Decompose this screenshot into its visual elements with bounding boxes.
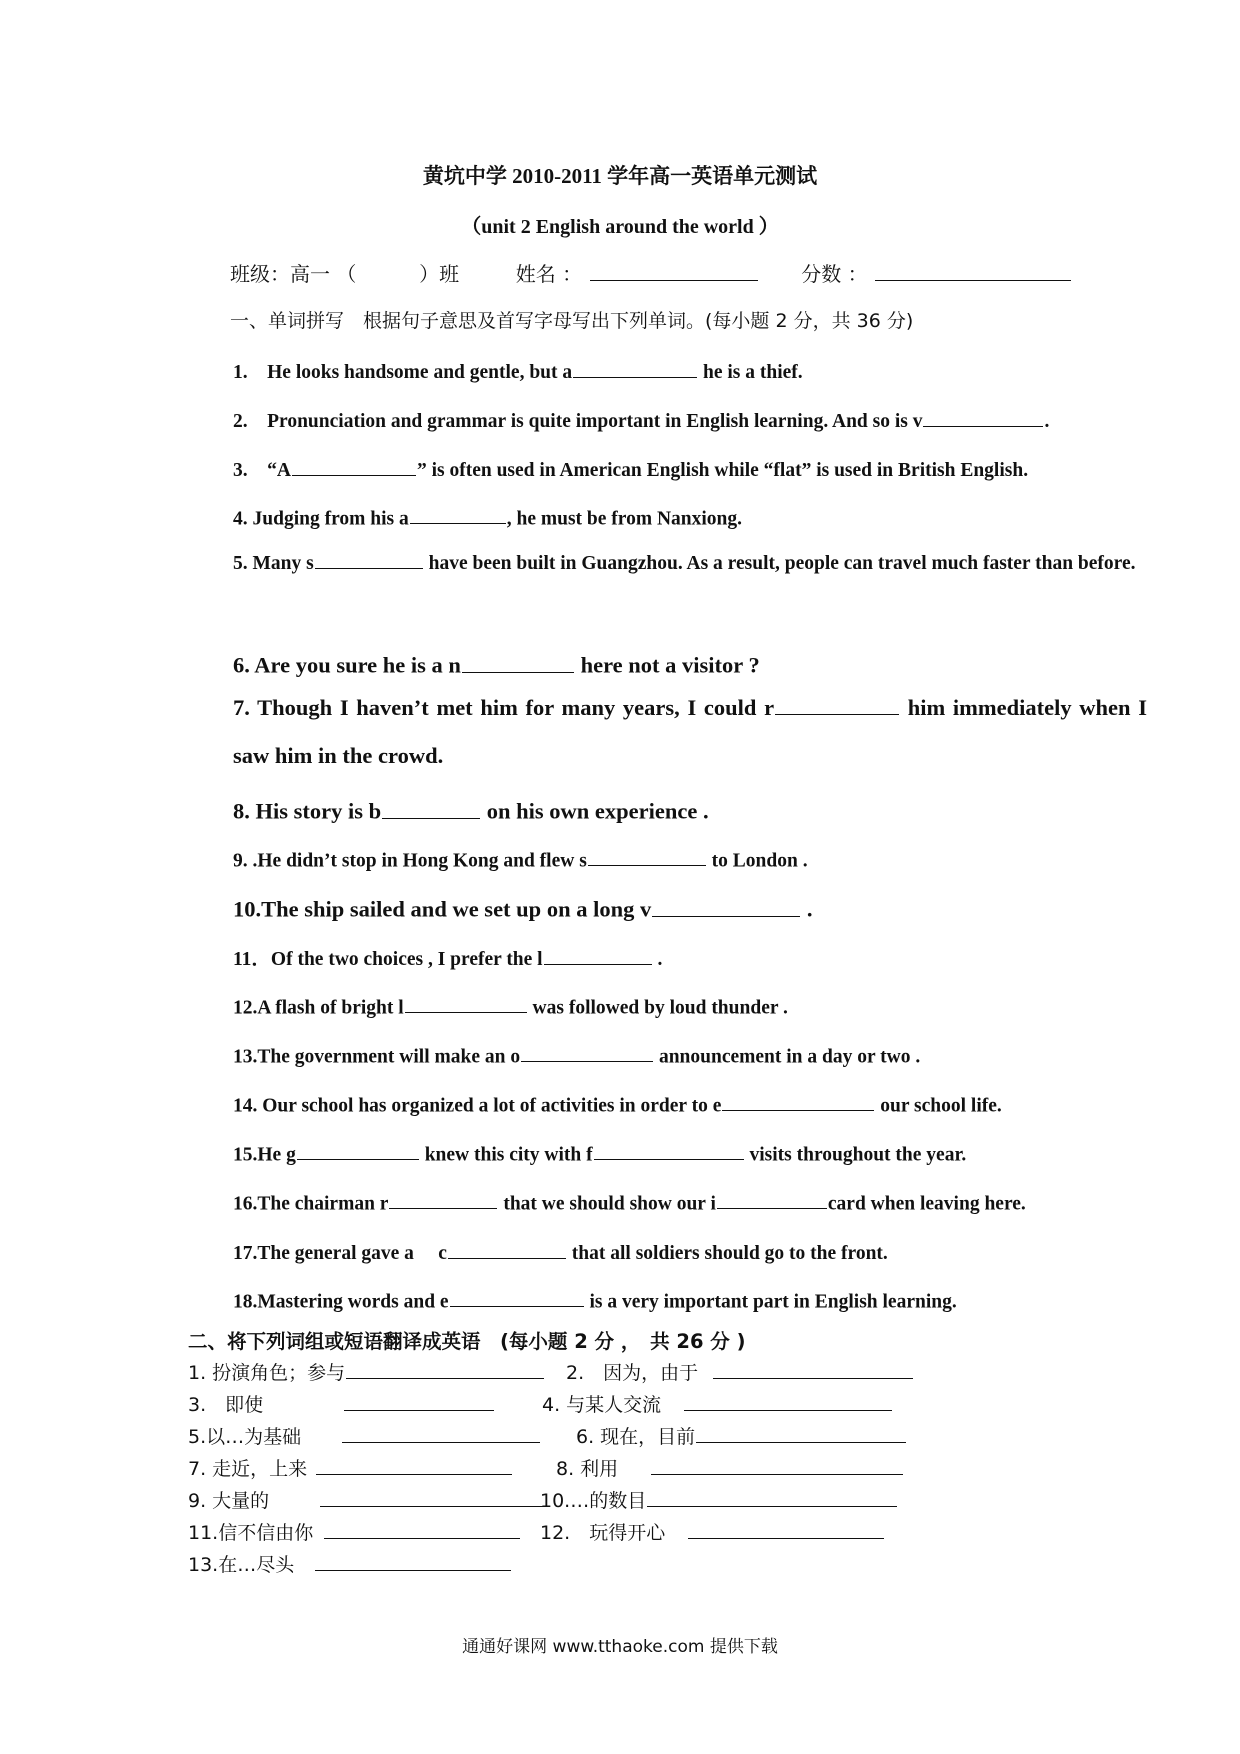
q18-answer-blank[interactable]: [450, 1286, 584, 1307]
question-14: [233, 1090, 1002, 1117]
question-2: [233, 405, 1049, 433]
q15-text-b: knew this city with f: [419, 1144, 593, 1166]
exam-subtitle: （unit 2 English around the world ）: [461, 216, 779, 238]
q13-text-b: announcement in a day or two .: [654, 1046, 921, 1068]
q6-text-a: 6. Are you sure he is a n: [233, 652, 461, 678]
exam-title: 黄坑中学 2010-2011 学年高一英语单元测试: [422, 164, 818, 188]
translate-item-6: [576, 1422, 907, 1449]
q5-text-b: have been built in Guangzhou. As a result, people can travel much faster than before.: [423, 553, 1136, 574]
translate-item-9-label: 9. 大量的: [188, 1490, 270, 1512]
footer-credit: 通通好课网 www.tthaoke.com 提供下载: [462, 1637, 778, 1657]
translate-item-13: [188, 1550, 512, 1577]
q4-text-a: 4. Judging from his a: [233, 508, 409, 530]
translate-item-10-blank[interactable]: [647, 1486, 897, 1507]
class-suffix: ）班: [419, 262, 460, 286]
q17-text-b: that all soldiers should go to the front.: [566, 1243, 888, 1264]
q7-answer-blank[interactable]: [775, 690, 899, 715]
translate-item-7-blank[interactable]: [316, 1454, 512, 1475]
question-13: [233, 1041, 920, 1068]
translate-item-8: [556, 1454, 904, 1481]
section2-heading: 二、将下列词组或短语翻译成英语 (每小题 2 分 ， 共 26 分 ): [188, 1330, 746, 1353]
q15-answer-blank-2[interactable]: [594, 1139, 744, 1160]
question-12: [233, 992, 788, 1019]
translate-item-9-blank[interactable]: [320, 1486, 550, 1507]
q8-text-a: 8. His story is b: [233, 798, 382, 824]
translate-item-13-blank[interactable]: [315, 1550, 511, 1571]
q15-answer-blank-1[interactable]: [297, 1139, 419, 1160]
question-9: [233, 845, 808, 872]
question-3: [233, 454, 1028, 482]
q9-text-a: 9. .He didn’t stop in Hong Kong and flew s: [233, 850, 587, 872]
q6-text-b: here not a visitor ?: [574, 652, 760, 678]
q3-text-a: 3. “A: [233, 460, 291, 481]
q5-answer-blank[interactable]: [315, 548, 423, 569]
q5-text-a: 5. Many s: [233, 553, 314, 574]
q12-text-b: was followed by loud thunder .: [527, 997, 788, 1019]
translate-item-12-label: 12. 玩得开心: [540, 1522, 666, 1544]
question-11: [233, 943, 662, 971]
q12-answer-blank[interactable]: [405, 992, 527, 1013]
q15-text-c: visits throughout the year.: [744, 1144, 967, 1166]
q11-text-b: .: [652, 949, 663, 970]
q13-text-a: 13.The government will make an o: [233, 1046, 521, 1068]
q16-answer-blank-2[interactable]: [717, 1188, 827, 1209]
q11-text-a: 11．Of the two choices , I prefer the l: [233, 949, 543, 970]
q8-answer-blank[interactable]: [382, 794, 480, 819]
translate-item-11-label: 11.信不信由你: [188, 1522, 314, 1544]
q10-text-a: 10.The ship sailed and we set up on a long v: [233, 896, 652, 922]
translate-item-7: [188, 1454, 513, 1481]
question-4: [233, 503, 742, 530]
q12-text-a: 12.A flash of bright l: [233, 997, 404, 1019]
translate-item-1-blank[interactable]: [346, 1358, 544, 1379]
translate-item-11: [188, 1518, 521, 1545]
score-label: 分数 ：: [801, 262, 868, 286]
translate-item-2-label: 2. 因为，由于: [566, 1362, 699, 1384]
q14-answer-blank[interactable]: [722, 1090, 874, 1111]
translate-item-1: [188, 1358, 545, 1385]
question-7: [233, 684, 1147, 780]
q2-text-b: .: [1044, 411, 1050, 432]
translate-item-6-blank[interactable]: [696, 1422, 906, 1443]
question-18: [233, 1286, 957, 1313]
q10-answer-blank[interactable]: [652, 892, 800, 917]
question-6: [233, 648, 760, 679]
q1-text-a: 1. He looks handsome and gentle, but a: [233, 362, 573, 383]
q7-text-a: 7. Though I haven’t met him for many years, I could r: [233, 695, 775, 720]
q9-answer-blank[interactable]: [588, 845, 706, 866]
q15-text-a: 15.He g: [233, 1144, 296, 1166]
translate-item-10-label: 10.…的数目: [540, 1490, 647, 1512]
q2-answer-blank[interactable]: [923, 406, 1043, 427]
question-10: [233, 892, 812, 923]
q16-text-b: that we should show our i: [498, 1193, 716, 1215]
question-15: [233, 1139, 966, 1166]
translate-item-10: [540, 1486, 898, 1513]
q3-answer-blank[interactable]: [292, 455, 416, 476]
question-16: [233, 1188, 1026, 1215]
q16-answer-blank-1[interactable]: [389, 1188, 497, 1209]
q10-text-b: .: [801, 896, 813, 922]
translate-item-3: [188, 1390, 495, 1417]
translate-item-6-label: 6. 现在，目前: [576, 1426, 696, 1448]
translate-item-3-blank[interactable]: [344, 1390, 494, 1411]
question-1: [233, 356, 803, 384]
name-label: 姓名 ：: [515, 262, 583, 286]
q4-text-b: , he must be from Nanxiong.: [506, 508, 743, 530]
q14-text-a: 14. Our school has organized a lot of activities in order to e: [233, 1095, 722, 1117]
translate-item-11-blank[interactable]: [324, 1518, 520, 1539]
q3-text-b: ” is often used in American English while “flat” is used in British English.: [416, 460, 1029, 481]
question-8: [233, 794, 709, 825]
translate-item-8-blank[interactable]: [651, 1454, 903, 1475]
q2-text-a: 2. Pronunciation and grammar is quite important in English learning. And so is v: [233, 411, 923, 432]
translate-item-2: [566, 1358, 914, 1385]
translate-item-12-blank[interactable]: [688, 1518, 884, 1539]
name-field[interactable]: [590, 259, 758, 281]
q6-answer-blank[interactable]: [462, 648, 574, 673]
q1-answer-blank[interactable]: [573, 357, 697, 378]
q14-text-b: our school life.: [875, 1095, 1002, 1117]
question-17: [233, 1237, 888, 1265]
class-label: 班级：高一 （: [230, 262, 357, 286]
score-field[interactable]: [875, 259, 1071, 281]
question-5: [233, 540, 1147, 588]
translate-item-5-label: 5.以…为基础: [188, 1426, 302, 1448]
q18-text-a: 18.Mastering words and e: [233, 1291, 449, 1313]
translate-item-5: [188, 1422, 541, 1449]
translate-item-7-label: 7. 走近，上来: [188, 1458, 308, 1480]
q17-answer-blank[interactable]: [448, 1238, 566, 1259]
translate-item-1-label: 1. 扮演角色；参与: [188, 1362, 346, 1384]
translate-item-8-label: 8. 利用: [556, 1458, 619, 1480]
translate-item-13-label: 13.在…尽头: [188, 1554, 295, 1576]
translate-item-4-blank[interactable]: [684, 1390, 892, 1411]
section1-heading: 一、单词拼写 根据句子意思及首写字母写出下列单词。(每小题 2 分，共 36 分): [230, 310, 914, 332]
q13-answer-blank[interactable]: [521, 1041, 653, 1062]
q7-text-b: him immediately when I saw him in the crowd.: [233, 695, 1147, 768]
translate-item-2-blank[interactable]: [713, 1358, 913, 1379]
translate-item-4-label: 4. 与某人交流: [542, 1394, 662, 1416]
translate-item-3-label: 3. 即使: [188, 1394, 264, 1416]
q17-text-a: 17.The general gave a c: [233, 1243, 447, 1264]
q1-text-b: he is a thief.: [698, 362, 803, 383]
translate-item-9: [188, 1486, 551, 1513]
translate-item-4: [542, 1390, 893, 1417]
q8-text-b: on his own experience .: [481, 798, 709, 824]
q4-answer-blank[interactable]: [410, 503, 506, 524]
q9-text-b: to London .: [706, 850, 808, 872]
q16-text-c: card when leaving here.: [827, 1193, 1026, 1215]
student-info-line: [230, 258, 1072, 287]
q18-text-b: is a very important part in English learning.: [584, 1291, 957, 1313]
translate-item-5-blank[interactable]: [342, 1422, 540, 1443]
translate-item-12: [540, 1518, 885, 1545]
q16-text-a: 16.The chairman r: [233, 1193, 389, 1215]
q11-answer-blank[interactable]: [544, 944, 652, 965]
